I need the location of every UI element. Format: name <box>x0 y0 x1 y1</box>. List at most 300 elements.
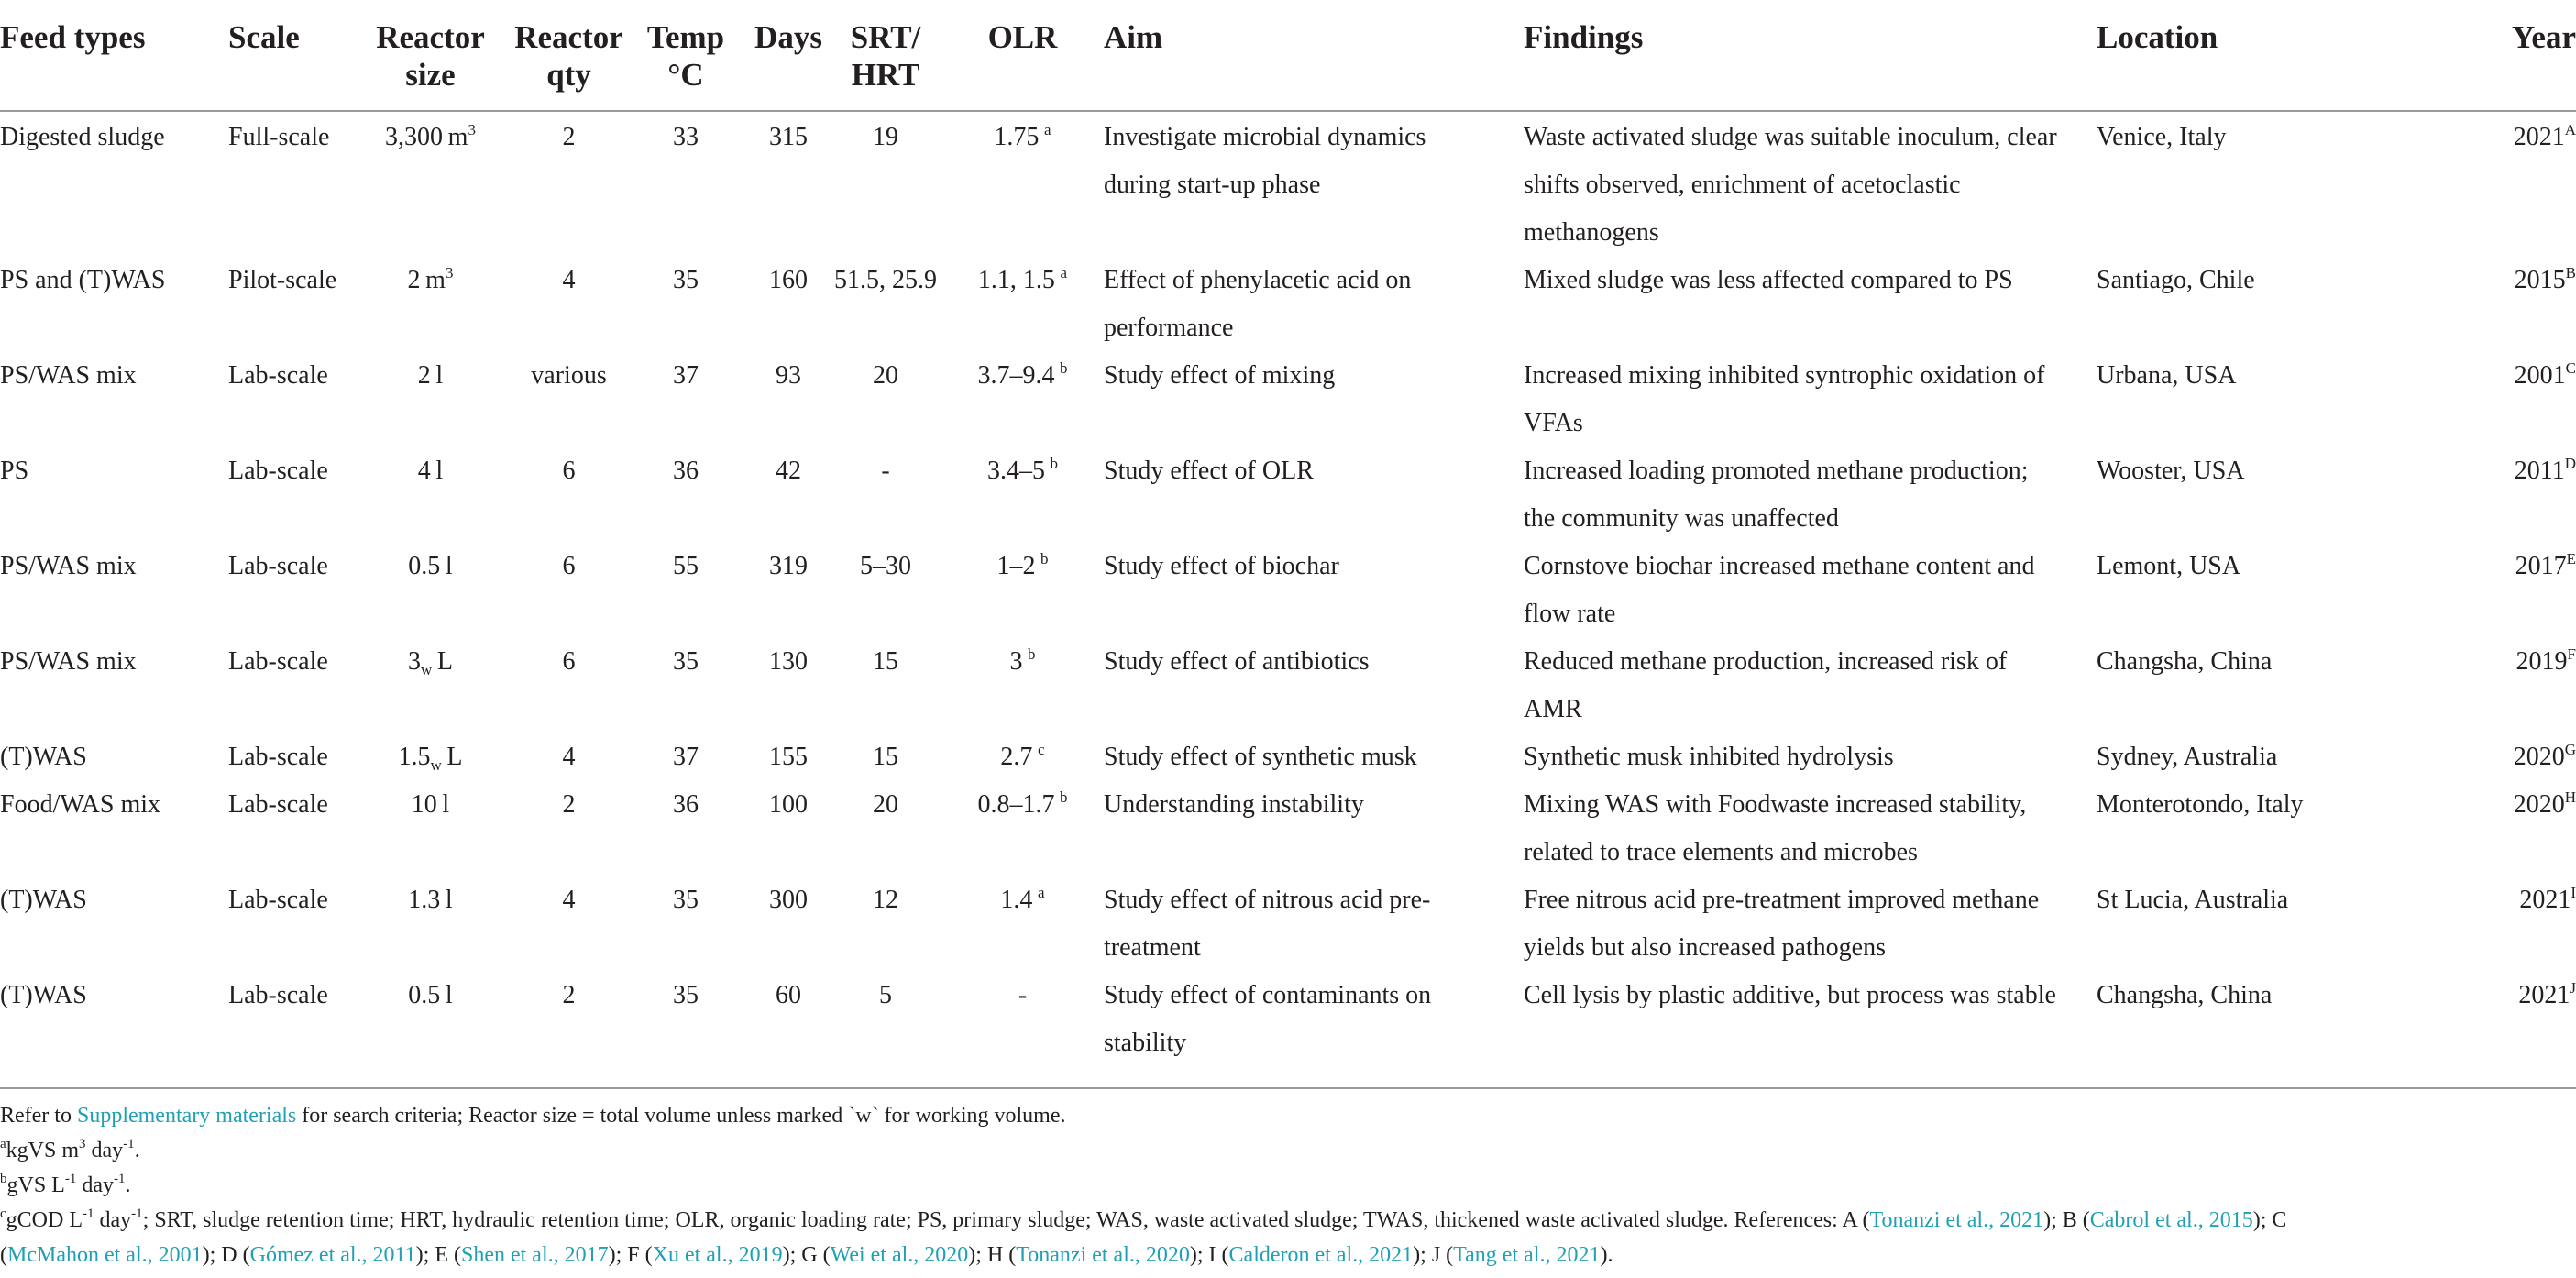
footnote-text: gCOD L <box>6 1208 83 1232</box>
cell-srt-hrt-text: 20 <box>873 361 898 390</box>
footnote-text: ( <box>0 1243 7 1267</box>
cell-reactor-size <box>347 876 513 972</box>
year-value: 2011 <box>2514 457 2565 485</box>
olr-unit-marker: b <box>1040 550 1049 567</box>
cell-reactor-qty <box>513 543 624 638</box>
year-reference-marker: B <box>2565 264 2576 281</box>
cell-srt-hrt <box>830 781 941 876</box>
cell-aim <box>1104 257 1524 352</box>
reference-link[interactable]: Cabrol et al., 2015 <box>2089 1208 2253 1232</box>
table-footnotes <box>0 1098 2567 1272</box>
cell-reactor-qty <box>513 733 624 781</box>
year-reference-marker: H <box>2564 788 2576 806</box>
cell-aim <box>1104 876 1524 972</box>
aim-line: treatment <box>1104 933 1201 962</box>
cell-srt-hrt <box>830 876 941 972</box>
table-row <box>0 543 2576 638</box>
cell-scale-text: Lab-scale <box>228 790 328 819</box>
cell-scale <box>228 352 347 447</box>
header-olr <box>941 0 1104 111</box>
size-value: 1.5 <box>398 743 431 771</box>
cell-feed-type <box>0 111 228 257</box>
cell-scale-text: Lab-scale <box>228 981 328 1009</box>
cell-findings <box>1524 111 2097 257</box>
footnote-text: ); C <box>2252 1208 2287 1232</box>
cell-location-text: Monterotondo, Italy <box>2097 790 2304 819</box>
reference-link[interactable]: Wei et al., 2020 <box>830 1243 969 1267</box>
cell-year <box>2512 781 2576 876</box>
findings-line: Synthetic musk inhibited hydrolysis <box>1524 743 1894 771</box>
cell-aim <box>1104 638 1524 733</box>
cell-location <box>2097 543 2512 638</box>
cell-reactor-qty <box>513 111 624 257</box>
table-row <box>0 733 2576 781</box>
cell-srt-hrt <box>830 352 941 447</box>
cell-feed-type <box>0 876 228 972</box>
findings-line: Cell lysis by plastic additive, but process was stable <box>1524 981 2056 1009</box>
superscript: a <box>0 1137 6 1151</box>
cell-temp <box>624 972 747 1073</box>
reference-link[interactable]: Tonanzi et al., 2020 <box>1016 1243 1190 1267</box>
header-text: OLR <box>987 19 1058 55</box>
cell-days <box>747 781 830 876</box>
reference-link[interactable]: Tonanzi et al., 2021 <box>1869 1208 2044 1232</box>
footnote-text: ); H ( <box>968 1243 1017 1267</box>
cell-reactor-qty-text: various <box>531 361 607 390</box>
cell-location-text: Lemont, USA <box>2097 552 2241 580</box>
cell-temp <box>624 352 747 447</box>
findings-line: Reduced methane production, increased risk of <box>1524 647 2008 676</box>
olr-value: 1.4 <box>1000 886 1033 914</box>
findings-line: related to trace elements and microbes <box>1524 838 1918 866</box>
aim-line: Study effect of biochar <box>1104 552 1339 580</box>
cell-location-text: Changsha, China <box>2097 647 2273 676</box>
cell-reactor-qty <box>513 257 624 352</box>
year-reference-marker: J <box>2570 979 2576 997</box>
cell-reactor-size <box>347 733 513 781</box>
cell-location <box>2097 111 2512 257</box>
cell-scale-text: Lab-scale <box>228 886 328 914</box>
cell-year <box>2512 972 2576 1073</box>
cell-aim <box>1104 447 1524 543</box>
header-text: °C <box>667 57 704 93</box>
footnote-text: day <box>85 1139 124 1162</box>
cell-temp <box>624 257 747 352</box>
cell-srt-hrt-text: - <box>881 457 890 485</box>
cell-scale-text: Lab-scale <box>228 457 328 485</box>
cell-feed-type-text: PS/WAS mix <box>0 552 137 580</box>
cell-temp <box>624 111 747 257</box>
aim-line: Effect of phenylacetic acid on <box>1104 266 1412 294</box>
olr-value: 1–2 <box>996 552 1036 580</box>
cell-reactor-size <box>347 257 513 352</box>
cell-srt-hrt <box>830 111 941 257</box>
cell-year <box>2512 543 2576 638</box>
year-reference-marker: D <box>2564 455 2576 472</box>
cell-days <box>747 352 830 447</box>
cell-scale-text: Lab-scale <box>228 647 328 676</box>
cell-location <box>2097 781 2512 876</box>
aim-line: Investigate microbial dynamics <box>1104 123 1426 151</box>
cell-location-text: St Lucia, Australia <box>2097 886 2289 914</box>
header-temp <box>624 0 747 111</box>
cell-reactor-qty-text: 4 <box>562 266 576 294</box>
aim-line: Study effect of mixing <box>1104 361 1336 390</box>
cell-year <box>2512 447 2576 543</box>
header-scale <box>228 0 347 111</box>
cell-days-text: 300 <box>769 886 808 914</box>
header-aim <box>1104 0 1524 111</box>
cell-feed-type-text: Food/WAS mix <box>0 790 161 819</box>
size-value: 2 l <box>417 361 444 390</box>
cell-scale <box>228 781 347 876</box>
footnote-text: ); J ( <box>1413 1243 1454 1267</box>
cell-aim <box>1104 111 1524 257</box>
cell-year <box>2512 111 2576 257</box>
cell-reactor-qty-text: 2 <box>562 123 576 151</box>
cell-scale <box>228 447 347 543</box>
header-text: Year <box>2512 19 2576 55</box>
cell-reactor-qty <box>513 781 624 876</box>
size-value: 1.3 l <box>408 886 453 914</box>
olr-unit-marker: b <box>1028 645 1036 663</box>
header-text: Aim <box>1104 19 1163 55</box>
cell-temp-text: 35 <box>673 886 699 914</box>
cell-feed-type-text: (T)WAS <box>0 743 87 771</box>
olr-value: - <box>1018 981 1028 1009</box>
superscript: c <box>0 1206 6 1221</box>
cell-days <box>747 111 830 257</box>
cell-temp <box>624 447 747 543</box>
footnote-text: Refer to <box>0 1104 77 1128</box>
table-row <box>0 257 2576 352</box>
footnote-a <box>0 1133 2567 1168</box>
findings-line: flow rate <box>1524 600 1616 628</box>
footnote-text: ); I ( <box>1189 1243 1229 1267</box>
cell-feed-type <box>0 447 228 543</box>
findings-line: methanogens <box>1524 218 1659 247</box>
cell-findings <box>1524 352 2097 447</box>
cell-olr <box>941 447 1104 543</box>
cell-scale <box>228 257 347 352</box>
footnote-text: ); B ( <box>2043 1208 2090 1232</box>
header-text: Scale <box>228 19 300 55</box>
findings-line: AMR <box>1524 695 1582 723</box>
header-location <box>2097 0 2512 111</box>
cell-temp-text: 33 <box>673 123 699 151</box>
size-value: 3 <box>408 647 421 676</box>
olr-value: 2.7 <box>1000 743 1033 771</box>
cell-feed-type-text: (T)WAS <box>0 886 87 914</box>
cell-aim <box>1104 733 1524 781</box>
cell-reactor-qty-text: 4 <box>562 886 576 914</box>
cell-reactor-qty <box>513 352 624 447</box>
cell-days <box>747 972 830 1073</box>
reference-link[interactable]: McMahon et al., 2001 <box>7 1243 203 1267</box>
cell-feed-type-text: PS <box>0 457 29 485</box>
year-reference-marker: E <box>2566 550 2576 567</box>
year-value: 2020 <box>2513 790 2565 819</box>
size-value: 3,300 m <box>385 123 468 151</box>
olr-value: 3.4–5 <box>986 457 1045 485</box>
reference-link[interactable]: Gómez et al., 2011 <box>249 1243 416 1267</box>
olr-value: 1.75 <box>994 123 1040 151</box>
year-reference-marker: I <box>2570 884 2576 901</box>
cell-aim <box>1104 543 1524 638</box>
cell-scale <box>228 638 347 733</box>
cell-olr <box>941 638 1104 733</box>
year-reference-marker: A <box>2564 121 2576 138</box>
cell-location <box>2097 733 2512 781</box>
cell-reactor-qty-text: 4 <box>562 743 576 771</box>
cell-location-text: Wooster, USA <box>2097 457 2245 485</box>
footnote-text: ); E ( <box>415 1243 461 1267</box>
cell-reactor-qty-text: 2 <box>562 981 576 1009</box>
cell-days-text: 155 <box>769 743 808 771</box>
superscript: -1 <box>64 1172 77 1186</box>
reference-link[interactable]: Supplementary materials <box>76 1104 297 1128</box>
cell-days-text: 93 <box>776 361 801 390</box>
header-text: SRT/ <box>850 19 921 55</box>
table-row <box>0 781 2576 876</box>
findings-line: shifts observed, enrichment of acetoclastic <box>1524 171 1961 199</box>
cell-temp-text: 35 <box>673 981 699 1009</box>
cell-location <box>2097 972 2512 1073</box>
cell-days <box>747 876 830 972</box>
cell-year <box>2512 876 2576 972</box>
header-text: Reactor <box>376 19 485 55</box>
year-value: 2015 <box>2514 266 2566 294</box>
cell-reactor-qty <box>513 972 624 1073</box>
header-text: qty <box>546 57 591 93</box>
aim-line: Study effect of nitrous acid pre- <box>1104 886 1431 914</box>
cell-reactor-qty-text: 2 <box>562 790 576 819</box>
cell-findings <box>1524 447 2097 543</box>
cell-location-text: Sydney, Australia <box>2097 743 2278 771</box>
year-value: 2021 <box>2513 123 2565 151</box>
olr-unit-marker: a <box>1038 884 1045 901</box>
cell-location <box>2097 447 2512 543</box>
cell-year <box>2512 352 2576 447</box>
cell-srt-hrt <box>830 257 941 352</box>
header-text: Findings <box>1524 19 1644 55</box>
aim-line: Study effect of synthetic musk <box>1104 743 1417 771</box>
cell-scale-text: Lab-scale <box>228 552 328 580</box>
findings-line: Increased loading promoted methane production; <box>1524 457 2029 485</box>
size-working-marker: w <box>421 661 433 678</box>
findings-line: Free nitrous acid pre-treatment improved methane <box>1524 886 2040 914</box>
superscript: 3 <box>79 1137 86 1151</box>
cell-feed-type-text: PS/WAS mix <box>0 647 137 676</box>
year-reference-marker: F <box>2567 645 2576 663</box>
header-text: size <box>405 57 456 93</box>
cell-days-text: 42 <box>776 457 801 485</box>
header-text: Temp <box>646 19 725 55</box>
cell-reactor-size <box>347 543 513 638</box>
cell-days <box>747 447 830 543</box>
cell-olr <box>941 257 1104 352</box>
cell-days-text: 160 <box>769 266 808 294</box>
size-unit: L <box>432 647 453 676</box>
aim-line: Study effect of antibiotics <box>1104 647 1370 676</box>
cell-scale-text: Pilot-scale <box>228 266 337 294</box>
olr-unit-marker: b <box>1060 788 1068 806</box>
reference-link[interactable]: Shen et al., 2017 <box>460 1243 609 1267</box>
footnote-text: gVS L <box>6 1173 65 1197</box>
olr-unit-marker: a <box>1044 121 1051 138</box>
cell-olr <box>941 111 1104 257</box>
cell-days <box>747 543 830 638</box>
findings-line: the community was unaffected <box>1524 504 1839 533</box>
header-reactor-qty <box>513 0 624 111</box>
cell-feed-type-text: PS/WAS mix <box>0 361 137 390</box>
cell-temp-text: 35 <box>673 266 699 294</box>
aim-line: Understanding instability <box>1104 790 1364 819</box>
cell-temp-text: 36 <box>673 790 699 819</box>
size-exponent: 3 <box>468 121 476 138</box>
cell-feed-type <box>0 781 228 876</box>
cell-olr <box>941 781 1104 876</box>
footnote-text: ). <box>1600 1243 1613 1267</box>
year-value: 2021 <box>2519 886 2571 914</box>
findings-line: VFAs <box>1524 409 1583 437</box>
header-text: HRT <box>851 57 920 93</box>
year-value: 2019 <box>2515 647 2568 676</box>
footnote-c-abbreviations <box>0 1203 2567 1238</box>
cell-days-text: 130 <box>769 647 808 676</box>
superscript: -1 <box>83 1206 94 1221</box>
reference-link[interactable]: Calderon et al., 2021 <box>1228 1243 1414 1267</box>
cell-srt-hrt <box>830 638 941 733</box>
cell-feed-type-text: Digested sludge <box>0 123 165 151</box>
cell-scale <box>228 972 347 1073</box>
header-days <box>747 0 830 111</box>
cell-feed-type <box>0 638 228 733</box>
cell-reactor-qty <box>513 447 624 543</box>
year-value: 2001 <box>2514 361 2566 390</box>
cell-olr <box>941 876 1104 972</box>
cell-location <box>2097 876 2512 972</box>
cell-scale-text: Full-scale <box>228 123 330 151</box>
footnote-text: ); G ( <box>782 1243 831 1267</box>
cell-reactor-size <box>347 972 513 1073</box>
cell-year <box>2512 257 2576 352</box>
year-value: 2020 <box>2513 743 2565 771</box>
cell-aim <box>1104 972 1524 1073</box>
size-value: 10 l <box>411 790 450 819</box>
cell-scale <box>228 876 347 972</box>
olr-value: 3 <box>1009 647 1023 676</box>
size-value: 2 m <box>407 266 446 294</box>
cell-feed-type-text: PS and (T)WAS <box>0 266 166 294</box>
cell-days <box>747 638 830 733</box>
cell-srt-hrt-text: 19 <box>873 123 898 151</box>
cell-findings <box>1524 257 2097 352</box>
reference-link[interactable]: Tang et al., 2021 <box>1453 1243 1601 1267</box>
cell-reactor-qty-text: 6 <box>562 552 576 580</box>
olr-value: 0.8–1.7 <box>977 790 1055 819</box>
footnote-text: . <box>134 1139 140 1162</box>
cell-olr <box>941 543 1104 638</box>
header-year <box>2512 0 2576 111</box>
cell-findings <box>1524 733 2097 781</box>
cell-scale <box>228 543 347 638</box>
cell-location <box>2097 352 2512 447</box>
cell-srt-hrt-text: 5 <box>879 981 892 1009</box>
cell-days-text: 60 <box>776 981 801 1009</box>
footnote-text: for search criteria; Reactor size = total volume unless marked `w` for working volume. <box>296 1104 1066 1128</box>
findings-line: Waste activated sludge was suitable inoculum, clear <box>1524 123 2057 151</box>
cell-olr <box>941 733 1104 781</box>
findings-line: Mixed sludge was less affected compared to PS <box>1524 266 2013 294</box>
footnote-text: ); D ( <box>202 1243 250 1267</box>
olr-unit-marker: b <box>1050 455 1059 472</box>
cell-year <box>2512 638 2576 733</box>
table-body <box>0 111 2576 1073</box>
superscript: -1 <box>123 1137 135 1151</box>
cell-temp <box>624 638 747 733</box>
cell-findings <box>1524 972 2097 1073</box>
cell-days-text: 319 <box>769 552 808 580</box>
cell-aim <box>1104 352 1524 447</box>
footnote-references <box>0 1238 2567 1272</box>
footnote-general <box>0 1098 2567 1133</box>
olr-value: 1.1, 1.5 <box>977 266 1055 294</box>
header-srt-hrt <box>830 0 941 111</box>
cell-findings <box>1524 543 2097 638</box>
cell-scale-text: Lab-scale <box>228 361 328 390</box>
header-text: Reactor <box>514 19 623 55</box>
cell-days <box>747 733 830 781</box>
size-working-marker: w <box>430 756 442 774</box>
cell-scale <box>228 111 347 257</box>
superscript: -1 <box>131 1206 143 1221</box>
header-text: Feed types <box>0 19 146 55</box>
footnote-text: ; SRT, sludge retention time; HRT, hydraulic retention time; OLR, organic loading rate; PS, primary sludge; WAS, waste activated sludge; TWAS, thickened waste activated sludge. References: A ( <box>142 1208 1870 1232</box>
aim-line: Study effect of OLR <box>1104 457 1314 485</box>
cell-srt-hrt <box>830 447 941 543</box>
cell-aim <box>1104 781 1524 876</box>
cell-reactor-size <box>347 111 513 257</box>
aim-line: stability <box>1104 1029 1187 1057</box>
table-row <box>0 111 2576 257</box>
cell-temp <box>624 781 747 876</box>
header-text: Days <box>754 19 822 55</box>
reference-link[interactable]: Xu et al., 2019 <box>652 1243 783 1267</box>
cell-reactor-size <box>347 781 513 876</box>
header-row <box>0 0 2576 111</box>
header-feed-types <box>0 0 228 111</box>
size-exponent: 3 <box>445 264 454 281</box>
olr-value: 3.7–9.4 <box>977 361 1055 390</box>
cell-temp-text: 37 <box>673 361 699 390</box>
superscript: -1 <box>114 1172 126 1186</box>
cell-scale-text: Lab-scale <box>228 743 328 771</box>
cell-olr <box>941 352 1104 447</box>
cell-reactor-qty <box>513 638 624 733</box>
footnote-text: . <box>125 1173 131 1197</box>
table-row <box>0 352 2576 447</box>
findings-line: Cornstove biochar increased methane content and <box>1524 552 2035 580</box>
cell-feed-type <box>0 257 228 352</box>
year-reference-marker: C <box>2565 359 2576 377</box>
table-row <box>0 638 2576 733</box>
cell-srt-hrt <box>830 733 941 781</box>
cell-reactor-qty-text: 6 <box>562 647 576 676</box>
cell-feed-type <box>0 352 228 447</box>
aim-line: performance <box>1104 314 1234 342</box>
footnote-text: day <box>76 1173 114 1197</box>
